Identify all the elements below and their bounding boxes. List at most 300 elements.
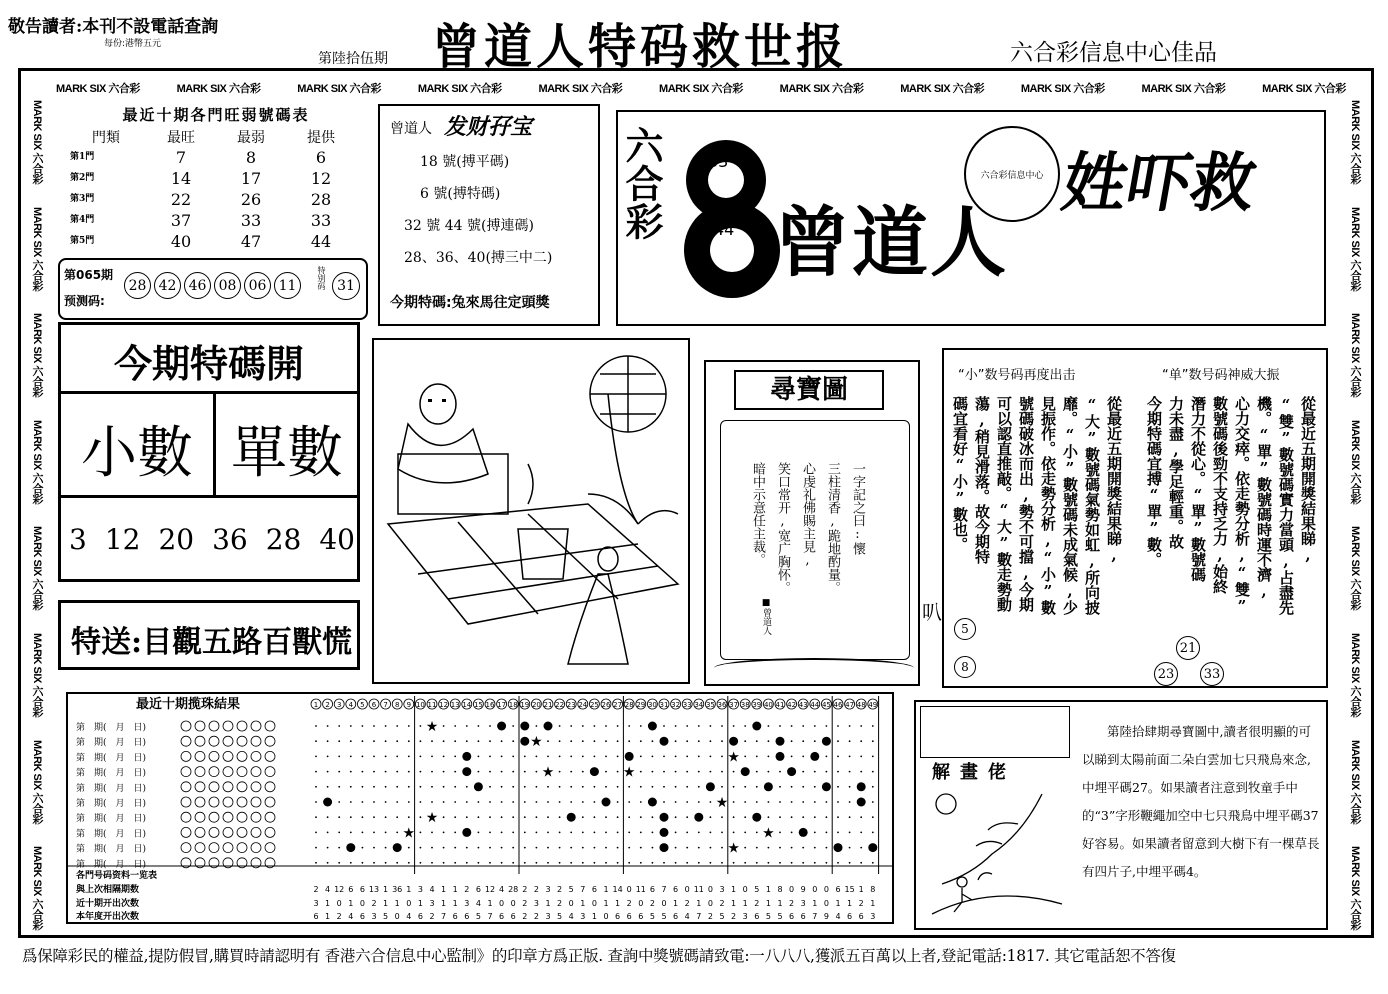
grid-dot	[768, 816, 770, 818]
grid-dot	[779, 771, 781, 773]
grid-dot	[849, 786, 851, 788]
footer-label: 本年度开出次数	[76, 912, 140, 922]
stat-value: 2	[429, 912, 435, 921]
stat-value: 3	[533, 899, 539, 908]
grid-dot	[686, 756, 688, 758]
logo-right-text: 姓吓救	[1056, 146, 1262, 221]
grid-dot	[744, 801, 746, 803]
grid-dot	[570, 862, 572, 864]
ball-slot	[237, 782, 247, 792]
special-number: 31	[332, 272, 360, 300]
banner-text: MARK SIX 六合彩	[779, 83, 864, 95]
ball-slot	[251, 782, 261, 792]
analysis-column: “大”數號碼氣勢如虹,所向披	[1083, 396, 1101, 615]
grid-dot	[582, 725, 584, 727]
grid-dot	[617, 816, 619, 818]
stat-value: 5	[661, 912, 667, 921]
stat-value: 12	[334, 885, 345, 894]
result-star: ★	[727, 749, 740, 766]
grid-dot	[501, 847, 503, 849]
grid-dot	[350, 862, 352, 864]
stat-value: 0	[742, 885, 748, 894]
row-label: 第 期( 月 日)	[76, 814, 147, 825]
ball-slot	[251, 767, 261, 777]
column-number: 33	[682, 701, 692, 709]
grid-dot	[338, 740, 340, 742]
grid-dot	[443, 862, 445, 864]
result-ball	[625, 752, 634, 761]
grid-dot	[663, 725, 665, 727]
fortune-special: 今期特碼:兔來馬往定頭獎	[390, 295, 550, 311]
banner-text: MARK SIX 六合彩	[31, 313, 43, 398]
result-ball	[822, 737, 831, 746]
grid-dot	[512, 832, 514, 834]
strength-row	[66, 147, 366, 168]
grid-dot	[512, 740, 514, 742]
grid-dot	[628, 832, 630, 834]
strength-hot: 22	[170, 190, 192, 209]
grid-dot	[478, 725, 480, 727]
illustration-box	[372, 338, 690, 684]
ball-slot	[223, 827, 233, 837]
grid-dot	[721, 847, 723, 849]
grid-dot	[756, 786, 758, 788]
grid-dot	[327, 862, 329, 864]
banner-text: MARK SIX 六合彩	[1349, 739, 1361, 824]
stat-value: 6	[754, 912, 760, 921]
stat-value: 7	[580, 885, 586, 894]
grid-dot	[733, 771, 735, 773]
stat-value: 5	[557, 912, 563, 921]
stat-value: 5	[649, 912, 655, 921]
strength-table-title: 最近十期各門旺弱號碼表	[122, 106, 310, 124]
column-number: 21	[543, 701, 553, 709]
column-number: 49	[868, 701, 878, 709]
stat-value: 2	[533, 912, 539, 921]
result-star: ★	[425, 719, 439, 735]
analysis-circle: 21	[1176, 636, 1200, 660]
grid-dot	[338, 816, 340, 818]
grid-dot	[478, 740, 480, 742]
grid-dot	[362, 740, 364, 742]
grid-dot	[594, 725, 596, 727]
grid-dot	[489, 740, 491, 742]
grid-dot	[628, 786, 630, 788]
stat-value: 1	[591, 912, 597, 921]
grid-dot	[710, 832, 712, 834]
banner-text: MARK SIX 六合彩	[900, 83, 985, 95]
grid-dot	[837, 725, 839, 727]
analysis-right-head: “单”数号码神威大振	[1162, 368, 1280, 383]
grid-dot	[501, 756, 503, 758]
grid-dot	[675, 771, 677, 773]
column-number: 31	[659, 701, 669, 709]
stat-value: 4	[325, 885, 331, 894]
strength-row	[66, 168, 366, 189]
grid-dot	[710, 740, 712, 742]
grid-dot	[849, 816, 851, 818]
grid-dot	[582, 786, 584, 788]
grid-dot	[791, 786, 793, 788]
grid-dot	[756, 801, 758, 803]
grid-dot	[454, 832, 456, 834]
grid-dot	[559, 801, 561, 803]
grid-dot	[710, 756, 712, 758]
grid-dot	[849, 801, 851, 803]
grid-dot	[675, 786, 677, 788]
grid-dot	[559, 847, 561, 849]
grid-dot	[628, 816, 630, 818]
grid-dot	[640, 756, 642, 758]
analysis-circle: 8	[954, 656, 976, 678]
grid-dot	[431, 832, 433, 834]
banner-text: MARK SIX 六合彩	[1349, 206, 1361, 291]
grid-dot	[594, 832, 596, 834]
stat-value: 1	[383, 885, 389, 894]
grid-dot	[396, 862, 398, 864]
ball-slot	[265, 782, 275, 792]
grid-dot	[420, 725, 422, 727]
ball-slot	[181, 843, 191, 853]
banner-text: MARK SIX 六合彩	[1349, 313, 1361, 398]
banner-text: MARK SIX 六合彩	[31, 419, 43, 504]
column-number: 16	[485, 701, 495, 709]
grid-dot	[327, 847, 329, 849]
stat-value: 1	[812, 899, 818, 908]
grid-dot	[431, 847, 433, 849]
grid-dot	[640, 847, 642, 849]
ball-slot	[251, 751, 261, 761]
result-ball	[787, 767, 796, 776]
result-star: ★	[530, 734, 543, 751]
grid-dot	[675, 847, 677, 849]
ball-slot	[209, 782, 219, 792]
prediction-number: 42	[154, 272, 181, 299]
open-number: 36	[212, 523, 248, 556]
door-label: 第5門	[70, 236, 95, 246]
footer-label: 各門号码资料一览表	[76, 871, 158, 881]
analysis-left-head: “小”数号码再度出击	[958, 368, 1076, 383]
grid-dot	[512, 725, 514, 727]
strength-cold: 47	[240, 232, 262, 251]
stat-value: 1	[406, 885, 412, 894]
column-number: 3	[336, 701, 342, 709]
grid-dot	[327, 816, 329, 818]
grid-dot	[779, 816, 781, 818]
ball-slot	[265, 812, 275, 822]
stat-value: 3	[313, 899, 319, 908]
poem-sign: ■曾道人	[761, 598, 771, 635]
stat-value: 4	[406, 912, 412, 921]
stat-value: 6	[847, 912, 853, 921]
grid-dot	[315, 771, 317, 773]
grid-dot	[420, 816, 422, 818]
grid-dot	[640, 786, 642, 788]
grid-dot	[675, 756, 677, 758]
fortune-line: 32 號 44 號(搏連碼)	[404, 218, 534, 234]
grid-dot	[408, 816, 410, 818]
grid-dot	[721, 756, 723, 758]
ball-slot	[181, 736, 191, 746]
grid-dot	[536, 847, 538, 849]
grid-dot	[512, 862, 514, 864]
stat-value: 9	[800, 885, 806, 894]
grid-dot	[652, 771, 654, 773]
grid-dot	[338, 801, 340, 803]
result-ball	[857, 782, 866, 791]
stat-value: 5	[754, 885, 760, 894]
stat-value: 1	[603, 885, 609, 894]
grid-dot	[837, 862, 839, 864]
grid-dot	[605, 756, 607, 758]
ball-slot	[265, 797, 275, 807]
grid-dot	[396, 771, 398, 773]
grid-dot	[408, 847, 410, 849]
grid-dot	[408, 786, 410, 788]
result-ball	[706, 782, 715, 791]
stat-value: 2	[533, 885, 539, 894]
grid-dot	[744, 725, 746, 727]
grid-dot	[802, 847, 804, 849]
grid-dot	[617, 771, 619, 773]
grid-dot	[826, 847, 828, 849]
ball-slot	[195, 827, 205, 837]
results-box	[66, 692, 894, 924]
grid-dot	[837, 786, 839, 788]
grid-dot	[710, 771, 712, 773]
fortune-box	[378, 104, 600, 326]
grid-dot	[443, 725, 445, 727]
grid-dot	[454, 756, 456, 758]
stat-value: 1	[325, 899, 331, 908]
grid-dot	[849, 756, 851, 758]
grid-dot	[524, 847, 526, 849]
grid-dot	[768, 740, 770, 742]
grid-dot	[443, 801, 445, 803]
grid-dot	[443, 756, 445, 758]
grid-dot	[466, 740, 468, 742]
grid-dot	[744, 862, 746, 864]
grid-dot	[849, 725, 851, 727]
solution-illustration	[922, 784, 1068, 924]
stat-value: 5	[719, 912, 725, 921]
grid-dot	[396, 756, 398, 758]
result-ball	[323, 798, 332, 807]
grid-dot	[501, 740, 503, 742]
grid-dot	[396, 816, 398, 818]
col-header: 最旺	[167, 130, 195, 146]
grid-dot	[315, 862, 317, 864]
ball-slot	[209, 827, 219, 837]
grid-dot	[756, 832, 758, 834]
grid-dot	[744, 847, 746, 849]
stat-value: 0	[406, 899, 412, 908]
ball-slot	[251, 736, 261, 746]
grid-dot	[872, 756, 874, 758]
grid-dot	[860, 740, 862, 742]
grid-dot	[768, 771, 770, 773]
grid-dot	[536, 801, 538, 803]
grid-dot	[443, 771, 445, 773]
grid-dot	[396, 801, 398, 803]
grid-dot	[570, 725, 572, 727]
grid-dot	[501, 771, 503, 773]
stat-value: 9	[823, 912, 829, 921]
grid-dot	[536, 832, 538, 834]
ball-slot	[209, 751, 219, 761]
grid-dot	[420, 801, 422, 803]
stat-value: 0	[336, 899, 342, 908]
ball-slot	[237, 736, 247, 746]
ball-slot	[237, 812, 247, 822]
grid-dot	[733, 816, 735, 818]
stat-value: 0	[591, 899, 597, 908]
row-label: 第 期( 月 日)	[76, 768, 147, 779]
grid-dot	[721, 771, 723, 773]
grid-dot	[547, 740, 549, 742]
grid-dot	[698, 862, 700, 864]
grid-dot	[524, 786, 526, 788]
grid-dot	[744, 740, 746, 742]
ball-slot	[265, 736, 275, 746]
grid-dot	[466, 786, 468, 788]
column-number: 36	[717, 701, 727, 709]
analysis-column: 從最近五期開獎結果睇,	[1299, 396, 1317, 564]
stat-value: 4	[499, 885, 505, 894]
banner-text: MARK SIX 六合彩	[1020, 83, 1105, 95]
stat-value: 3	[464, 899, 470, 908]
row-label: 第 期( 月 日)	[76, 723, 147, 733]
stat-value: 1	[441, 885, 447, 894]
banner-text: MARK SIX 六合彩	[659, 83, 743, 95]
ball-slot	[181, 721, 191, 731]
grid-dot	[802, 740, 804, 742]
stat-value: 2	[313, 885, 319, 894]
result-ball	[462, 828, 471, 837]
special-open-right: 單數	[231, 421, 343, 486]
ball-slot	[181, 782, 191, 792]
right-banner	[1344, 100, 1366, 930]
grid-dot	[350, 756, 352, 758]
grid-dot	[698, 725, 700, 727]
stat-value: 1	[487, 899, 493, 908]
grid-dot	[559, 832, 561, 834]
strength-cold: 26	[240, 190, 262, 209]
grid-dot	[350, 832, 352, 834]
grid-dot	[559, 725, 561, 727]
grid-dot	[396, 725, 398, 727]
ball-slot	[181, 812, 191, 822]
stat-value: 2	[731, 912, 737, 921]
grid-dot	[420, 862, 422, 864]
grid-dot	[385, 816, 387, 818]
grid-dot	[640, 725, 642, 727]
stat-value: 2	[336, 912, 342, 921]
logo-name: 曾道人	[774, 198, 1008, 287]
row-label: 第 期( 月 日)	[76, 844, 147, 855]
grid-dot	[698, 756, 700, 758]
prediction-number: 11	[274, 272, 301, 299]
door-label: 第2門	[70, 173, 95, 183]
grid-dot	[536, 862, 538, 864]
ball-slot	[195, 843, 205, 853]
column-number: 37	[729, 701, 739, 709]
result-ball	[346, 843, 355, 852]
stat-value: 6	[835, 885, 841, 894]
grid-dot	[849, 740, 851, 742]
ball-slot	[195, 721, 205, 731]
result-ball	[834, 843, 843, 852]
grid-dot	[791, 832, 793, 834]
grid-dot	[362, 771, 364, 773]
grid-dot	[327, 725, 329, 727]
grid-dot	[350, 801, 352, 803]
grid-dot	[570, 740, 572, 742]
ball-slot	[265, 827, 275, 837]
grid-dot	[385, 832, 387, 834]
analysis-column: 心力交瘁。依走勢分析,“雙”	[1233, 396, 1251, 615]
grid-dot	[640, 801, 642, 803]
prediction-number: 08	[214, 272, 241, 299]
footer-label: 與上次相隔期数	[76, 885, 140, 895]
stat-value: 1	[777, 899, 783, 908]
grid-dot	[640, 862, 642, 864]
column-number: 5	[360, 701, 365, 709]
result-ball	[741, 767, 750, 776]
analysis-column: 數號碼後勁不支持乏力,始終	[1211, 396, 1229, 594]
grid-dot	[698, 847, 700, 849]
grid-dot	[362, 786, 364, 788]
stat-value: 0	[499, 899, 505, 908]
grid-dot	[582, 832, 584, 834]
grid-dot	[559, 862, 561, 864]
grid-dot	[443, 832, 445, 834]
ball-slot	[195, 736, 205, 746]
grid-dot	[652, 832, 654, 834]
grid-dot	[698, 832, 700, 834]
grid-dot	[362, 756, 364, 758]
strength-hot: 7	[175, 148, 187, 167]
grid-dot	[872, 816, 874, 818]
column-number: 15	[473, 701, 483, 709]
grid-dot	[791, 801, 793, 803]
grid-dot	[420, 740, 422, 742]
strength-table	[66, 104, 366, 254]
stat-value: 0	[789, 885, 795, 894]
grid-dot	[640, 740, 642, 742]
grid-dot	[373, 725, 375, 727]
banner-text: MARK SIX 六合彩	[176, 83, 261, 95]
ball-slot	[195, 751, 205, 761]
grid-dot	[582, 756, 584, 758]
grid-dot	[814, 725, 816, 727]
grid-dot	[443, 816, 445, 818]
grid-dot	[362, 832, 364, 834]
grid-dot	[814, 801, 816, 803]
grid-dot	[338, 862, 340, 864]
grid-dot	[501, 801, 503, 803]
col-header: 提供	[307, 130, 335, 146]
grid-dot	[605, 771, 607, 773]
grid-dot	[698, 740, 700, 742]
grid-dot	[756, 756, 758, 758]
stat-value: 7	[487, 912, 493, 921]
col-header: 門類	[92, 130, 120, 146]
ball-slot	[223, 812, 233, 822]
grid-dot	[396, 740, 398, 742]
grid-dot	[663, 862, 665, 864]
stat-value: 4	[684, 912, 690, 921]
